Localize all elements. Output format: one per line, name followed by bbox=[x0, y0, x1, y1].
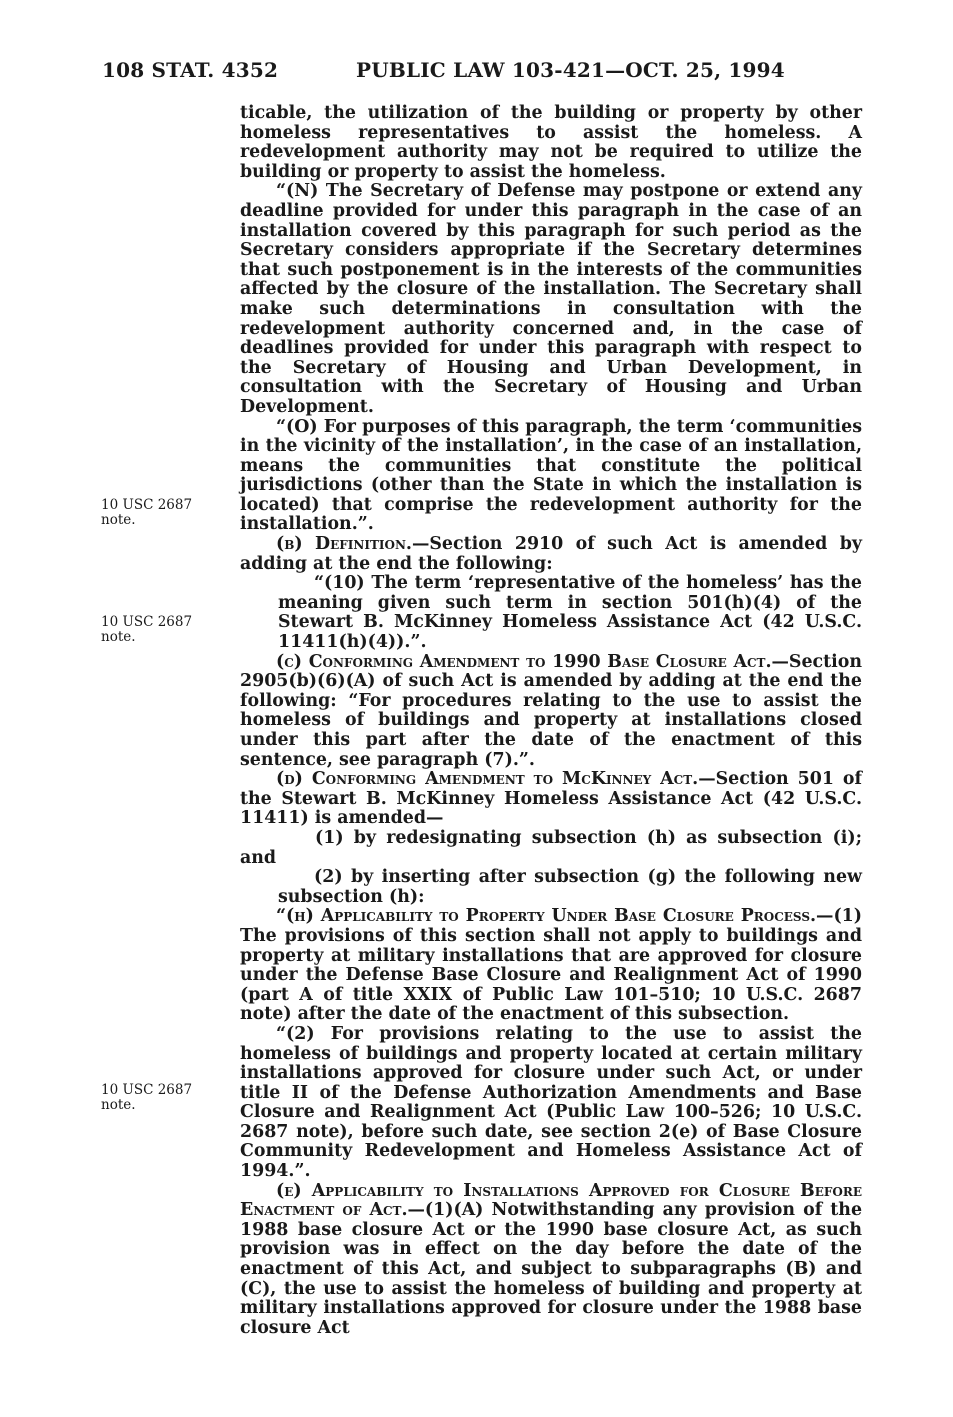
page-header-law: PUBLIC LAW 103-421—OCT. 25, 1994 bbox=[356, 58, 785, 82]
margin-note bbox=[101, 615, 221, 645]
subsection-c-heading: (c) Conforming Amendment to 1990 Base Closure Act. bbox=[276, 651, 772, 672]
subsection-e-heading: (e) Applicability to Installations Approved for Closure Before Enactment of Act. bbox=[240, 1180, 862, 1221]
margin-note bbox=[101, 498, 221, 528]
subsection-b-heading: (b) Definition. bbox=[276, 534, 412, 555]
paragraph-o: “(O) For purposes of this paragraph, the term ‘communities in the vicinity of the installation’, in the case of an installation, means the communities that constitute the political jurisdictions (other than the State in which the installation is located) that comprise the redevelopment authority for the installation.”. bbox=[240, 416, 862, 535]
paragraph-h2: “(2) For provisions relating to the use to assist the homeless of buildings and property located at certain military installations approved for closure under such Act, or under title II of the Defense Authorization Amendments and Base Closure and Realignment Act (Public Law 100–526; 10 U.S.C. 2687 note), before such date, see section 2(e) of Base Closure Community Redevelopment and Homeless Assistance Act of 1994.”. bbox=[240, 1023, 862, 1182]
document-body bbox=[240, 104, 862, 1338]
page-header-stat: 108 STAT. 4352 bbox=[102, 58, 279, 82]
subsection-e-text: —(1)(A) Notwithstanding any provision of the 1988 base closure Act or the 1990 base closure Act, as such provision was in effect on the day before the date of the enactment of this Act, and subject to subparagraphs (B) and (C), the use to assist the homeless of building and property at military installations approved for closure under the 1988 base closure Act bbox=[240, 1200, 863, 1338]
subsection-b-text: —Section 2910 of such Act is amended by adding at the end the following: bbox=[240, 534, 862, 574]
margin-note-citation: 10 USC 2687 bbox=[101, 497, 193, 513]
margin-note bbox=[101, 1083, 221, 1113]
subsection-c bbox=[240, 653, 862, 771]
paragraph-n: “(N) The Secretary of Defense may postpone or extend any deadline provided for under this paragraph in the case of an installation covered by this paragraph for such period as the Secretary considers appropriate if the Secretary determines that such postponement is in the interests of the communities affected by the closure of the installation. The Secretary shall make such determinations in consultation with the redevelopment authority concerned and, in the case of deadlines provided for under this paragraph with respect to the Secretary of Housing and Urban Development, in consultation with the Secretary of Housing and Urban Development. bbox=[240, 181, 862, 417]
margin-note-citation: 10 USC 2687 bbox=[101, 1082, 193, 1098]
subsection-d-heading: (d) Conforming Amendment to McKinney Act. bbox=[276, 769, 699, 790]
margin-note-label: note. bbox=[101, 1097, 136, 1113]
quoted-paragraph-10: “(10) The term ‘representative of the homeless’ has the meaning given such term in section 501(h)(4) of the Stewart B. McKinney Homeless Assistance Act (42 U.S.C. 11411(h)(4)).”. bbox=[278, 573, 862, 653]
paragraph-d1: (1) by redesignating subsection (h) as subsection (i); and bbox=[240, 827, 862, 868]
subsection-h-heading: “(h) Applicability to Property Under Base Closure Process. bbox=[276, 906, 817, 927]
paragraph-continuation: ticable, the utilization of the building or property by other homeless representatives to assist the homeless. A redevelopment authority may not be required to utilize the building or property to assist the homeless. bbox=[240, 103, 862, 182]
subsection-h-text: —(1) The provisions of this section shall not apply to buildings and property at military installations that are approved for closure under the Defense Base Closure and Realignment Act of 1990 (part A of title XXIX of Public Law 101–510; 10 U.S.C. 2687 note) after the date of the enactment of this subsection. bbox=[240, 906, 862, 1025]
margin-note-citation: 10 USC 2687 bbox=[101, 614, 193, 630]
subsection-h bbox=[240, 907, 862, 1025]
margin-note-label: note. bbox=[101, 629, 136, 645]
subsection-e bbox=[240, 1182, 862, 1339]
paragraph-d2: (2) by inserting after subsection (g) the following new subsection (h): bbox=[278, 867, 862, 907]
subsection-c-text: —Section 2905(b)(6)(A) of such Act is amended by adding at the end the following: “For procedures relating to the use to assist the homeless of buildings and property at installations closed under this part after the date of the enactment of this sentence, see paragraph (7).”. bbox=[240, 651, 862, 770]
subsection-d-text: —Section 501 of the Stewart B. McKinney Homeless Assistance Act (42 U.S.C. 11411) is amended— bbox=[240, 769, 862, 829]
subsection-b bbox=[240, 535, 862, 574]
subsection-d bbox=[240, 770, 862, 829]
margin-note-label: note. bbox=[101, 512, 136, 528]
